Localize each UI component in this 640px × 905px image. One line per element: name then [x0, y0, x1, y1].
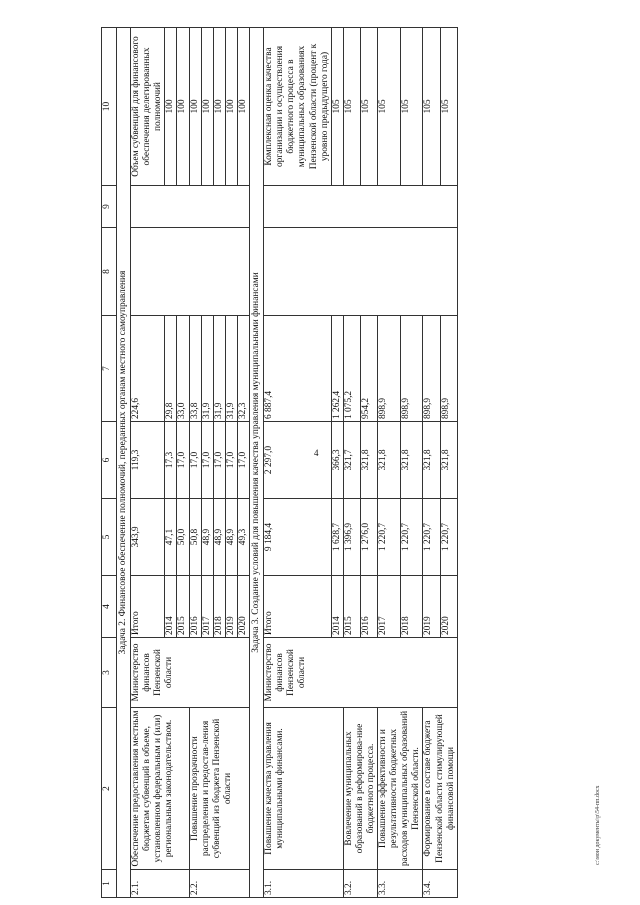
value-cell: 898,9	[423, 316, 440, 422]
value-cell: 48,9	[225, 499, 237, 576]
value-cell: 47,1	[165, 499, 177, 576]
value-cell: 6 887,4	[264, 316, 332, 422]
empty-cell	[131, 186, 250, 228]
activity-text: Повышение эффективности и результативности бюджетных расходов муниципальных образований Пензенской области.	[378, 708, 423, 870]
task-row	[250, 28, 264, 898]
activity-text: Вовлечение муниципальных образований в реформирова-ние бюджетного процесса.	[343, 708, 377, 870]
value-cell: 49,3	[237, 499, 249, 576]
activity-number: 3.1.	[264, 870, 344, 898]
value-cell: 31,9	[213, 316, 225, 422]
value-cell: 33,8	[189, 316, 201, 422]
value-cell: 50,0	[177, 499, 189, 576]
year-cell: 2019	[225, 576, 237, 638]
table-row	[343, 28, 360, 898]
value-cell: 100	[177, 28, 189, 186]
value-cell: 321,7	[343, 422, 360, 499]
year-cell: 2016	[189, 576, 201, 638]
year-cell: 2020	[237, 576, 249, 638]
value-cell: 17,0	[237, 422, 249, 499]
year-cell: 2015	[177, 576, 189, 638]
task-row	[117, 28, 131, 898]
year-cell: 2019	[423, 576, 440, 638]
activity-text: Обеспечение предоставления местным бюджетам субвенций в объеме, установленном федеральным и (или) региональным законодательством.	[131, 708, 189, 870]
value-cell: 1 075,2	[343, 316, 360, 422]
value-cell: 9 184,4	[264, 499, 332, 576]
value-cell: 17,0	[189, 422, 201, 499]
value-cell: 105	[360, 28, 377, 186]
table-row	[189, 28, 201, 898]
value-cell: 321,8	[440, 422, 457, 499]
value-cell: 1 276,0	[360, 499, 377, 576]
task-3-title: Задача 3. Создание условий для повышения качества управления муниципальными финансами	[250, 28, 264, 898]
year-cell: 2020	[440, 576, 457, 638]
value-cell: 366,3	[331, 422, 343, 499]
value-cell: 32,3	[237, 316, 249, 422]
value-cell: 105	[343, 28, 360, 186]
value-cell: 17,0	[177, 422, 189, 499]
table-row	[264, 28, 332, 898]
value-cell: 954,2	[360, 316, 377, 422]
col-number: 1	[102, 870, 117, 898]
value-cell: 17,0	[225, 422, 237, 499]
activity-text: Повышение прозрачности распределения и предостав-ления субвенций из бюджета Пензенской области	[189, 708, 249, 870]
year-cell: Итого	[131, 576, 165, 638]
value-cell: 31,9	[225, 316, 237, 422]
col-number: 3	[102, 638, 117, 708]
value-cell: 105	[400, 28, 423, 186]
col-number: 9	[102, 186, 117, 228]
value-cell: 119,3	[131, 422, 165, 499]
col-number: 8	[102, 228, 117, 316]
value-cell: 898,9	[400, 316, 423, 422]
value-cell: 898,9	[378, 316, 401, 422]
rotated-table-container	[101, 28, 597, 898]
value-cell: 48,9	[201, 499, 213, 576]
year-cell: 2016	[360, 576, 377, 638]
value-cell: 17,3	[165, 422, 177, 499]
col-number: 6	[102, 422, 117, 499]
value-cell: 50,8	[189, 499, 201, 576]
year-cell: 2014	[165, 576, 177, 638]
value-cell: 224,6	[131, 316, 165, 422]
value-cell: 1 220,7	[423, 499, 440, 576]
year-cell: 2014	[331, 576, 343, 638]
year-cell: 2015	[343, 576, 360, 638]
footer-file-path: c:\мои документы\р\54-пп.docx	[595, 785, 601, 865]
empty-cell	[264, 186, 458, 228]
activity-number: 3.2.	[343, 870, 377, 898]
value-cell: 29,8	[165, 316, 177, 422]
value-cell: 100	[165, 28, 177, 186]
value-cell: 105	[440, 28, 457, 186]
empty-cell	[264, 228, 458, 316]
activity-number: 3.3.	[378, 870, 423, 898]
year-cell: 2018	[213, 576, 225, 638]
activity-number: 2.2.	[189, 870, 249, 898]
value-cell: 898,9	[440, 316, 457, 422]
column-number-row	[102, 28, 117, 898]
value-cell: 17,0	[213, 422, 225, 499]
year-cell: Итого	[264, 576, 332, 638]
value-cell: 17,0	[201, 422, 213, 499]
value-cell: 105	[331, 28, 343, 186]
value-cell: 1 628,7	[331, 499, 343, 576]
executor: Министерство финансов Пензенской области	[131, 638, 250, 708]
value-cell: 1 220,7	[400, 499, 423, 576]
value-cell: 343,9	[131, 499, 165, 576]
value-cell: 1 262,4	[331, 316, 343, 422]
activity-number: 3.4.	[423, 870, 457, 898]
value-cell: 48,9	[213, 499, 225, 576]
value-cell: 321,8	[400, 422, 423, 499]
col-number: 4	[102, 576, 117, 638]
value-cell: 2 297,0	[264, 422, 332, 499]
value-cell: 100	[225, 28, 237, 186]
value-cell: 100	[237, 28, 249, 186]
table-row	[423, 28, 440, 898]
value-cell: 100	[201, 28, 213, 186]
value-cell: 321,8	[360, 422, 377, 499]
indicator-text: Комплексная оценка качества организации и осуществления бюджетного процесса в муниципальных образованиях Пензенской области (процент к уровню предыдущего года)	[264, 28, 332, 186]
value-cell: 321,8	[378, 422, 401, 499]
col-number: 5	[102, 499, 117, 576]
program-activities-table	[101, 27, 458, 898]
value-cell: 105	[423, 28, 440, 186]
table-row	[131, 28, 165, 898]
page-number: 4	[314, 448, 319, 458]
year-cell: 2017	[201, 576, 213, 638]
year-cell: 2017	[378, 576, 401, 638]
year-cell: 2018	[400, 576, 423, 638]
value-cell: 1 396,9	[343, 499, 360, 576]
value-cell: 100	[213, 28, 225, 186]
task-2-title: Задача 2. Финансовое обеспечение полномочий, переданных органам местного самоуправления	[117, 28, 131, 898]
col-number: 7	[102, 316, 117, 422]
value-cell: 321,8	[423, 422, 440, 499]
col-number: 2	[102, 708, 117, 870]
value-cell: 100	[189, 28, 201, 186]
value-cell: 1 220,7	[440, 499, 457, 576]
indicator-text: Объем субвенций для финансового обеспечения делегированных полномочий	[131, 28, 165, 186]
value-cell: 105	[378, 28, 401, 186]
value-cell: 31,9	[201, 316, 213, 422]
value-cell: 1 220,7	[378, 499, 401, 576]
value-cell: 33,0	[177, 316, 189, 422]
executor: Министерство финансов Пензенской области	[264, 638, 458, 708]
activity-text: Формирование в составе бюджета Пензенской области стимулирующей финансовой помощи	[423, 708, 457, 870]
empty-cell	[131, 228, 250, 316]
table-row	[378, 28, 401, 898]
activity-text: Повышение качества управления муниципальными финансами.	[264, 708, 344, 870]
activity-number: 2.1.	[131, 870, 189, 898]
col-number: 10	[102, 28, 117, 186]
